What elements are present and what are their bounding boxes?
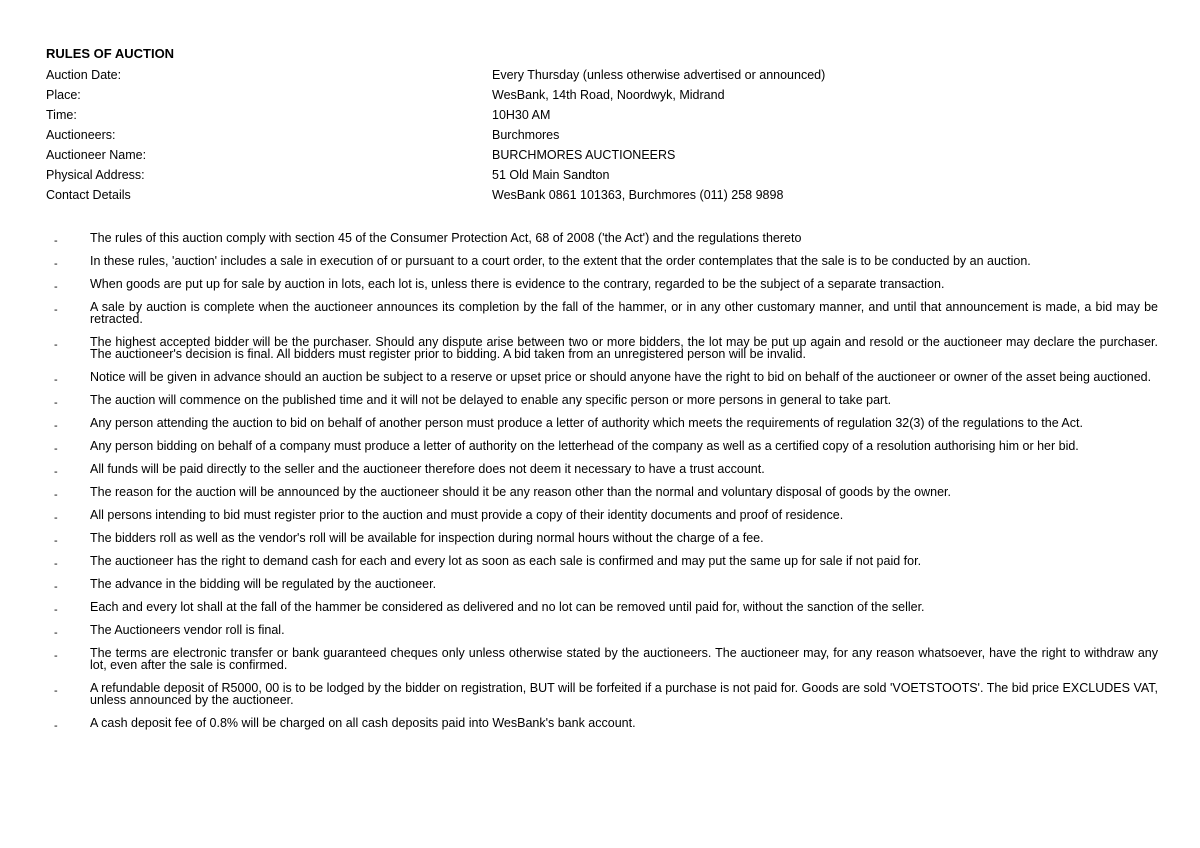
- rule-text: A refundable deposit of R5000, 00 is to be lodged by the bidder on registration, BUT will be forfeited if a purchase is not paid for. Goods are sold 'VOETSTOOTS'. The bid price EXCLUDES VAT, unless announced by the auctioneer.: [90, 681, 1158, 707]
- info-row-auctioneer-name: [46, 146, 1156, 166]
- rule-text: The bidders roll as well as the vendor's roll will be available for inspection during normal hours without the charge of a fee.: [90, 531, 764, 545]
- bullet-dash: -: [54, 397, 58, 409]
- rule-item: [46, 301, 1158, 325]
- rule-item: [46, 623, 1158, 639]
- rule-item: [46, 647, 1158, 671]
- bullet-dash: -: [54, 304, 58, 316]
- rule-text: The auction will commence on the published time and it will not be delayed to enable any specific person or more persons in general to take part.: [90, 393, 892, 407]
- bullet-dash: -: [54, 258, 58, 270]
- info-value: WesBank 0861 101363, Burchmores (011) 258 9898: [492, 188, 784, 202]
- bullet-dash: -: [54, 374, 58, 386]
- info-row-auctioneers: [46, 126, 1156, 146]
- rule-item: [46, 508, 1158, 524]
- bullet-dash: -: [54, 720, 58, 732]
- rule-item: [46, 600, 1158, 616]
- rule-item: [46, 393, 1158, 409]
- rule-text: A cash deposit fee of 0.8% will be charged on all cash deposits paid into WesBank's bank account.: [90, 716, 636, 730]
- rule-item: [46, 277, 1158, 293]
- rule-item: [46, 577, 1158, 593]
- rule-text: All persons intending to bid must register prior to the auction and must provide a copy of their identity documents and proof of residence.: [90, 508, 844, 522]
- bullet-dash: -: [54, 235, 58, 247]
- bullet-dash: -: [54, 627, 58, 639]
- info-label: Physical Address:: [46, 168, 145, 182]
- info-value: 51 Old Main Sandton: [492, 168, 610, 182]
- rule-text: The highest accepted bidder will be the purchaser. Should any dispute arise between two or more bidders, the lot may be put up again and resold or the auctioneer may declare the purchaser. The auctioneer's decision is final. All bidders must register prior to bidding. A bid taken from an unregistered person will be invalid.: [90, 335, 1158, 361]
- bullet-dash: -: [54, 420, 58, 432]
- rule-text: In these rules, 'auction' includes a sale in execution of or pursuant to a court order, to the extent that the order contemplates that the sale is to be conducted by an auction.: [90, 254, 1031, 268]
- rule-text: Any person bidding on behalf of a company must produce a letter of authority on the letterhead of the company as well as a certified copy of a resolution authorising him or her bid.: [90, 439, 1079, 453]
- bullet-dash: -: [54, 581, 58, 593]
- rule-item: [46, 716, 1158, 732]
- rule-item: [46, 231, 1158, 247]
- info-label: Auctioneer Name:: [46, 148, 147, 162]
- document-title: RULES OF AUCTION: [46, 46, 175, 61]
- rule-text: The auctioneer has the right to demand cash for each and every lot as soon as each sale is confirmed and may put the same up for sale if not paid for.: [90, 554, 922, 568]
- rule-item: [46, 462, 1158, 478]
- bullet-dash: -: [54, 685, 58, 697]
- rule-item: [46, 554, 1158, 570]
- info-value: BURCHMORES AUCTIONEERS: [492, 148, 676, 162]
- bullet-dash: -: [54, 281, 58, 293]
- bullet-dash: -: [54, 604, 58, 616]
- info-label: Place:: [46, 88, 81, 102]
- bullet-dash: -: [54, 650, 58, 662]
- bullet-dash: -: [54, 466, 58, 478]
- info-label: Auctioneers:: [46, 128, 116, 142]
- rule-item: [46, 416, 1158, 432]
- rule-item: [46, 439, 1158, 455]
- info-row-physical-address: [46, 166, 1156, 186]
- info-row-contact-details: [46, 186, 1156, 206]
- info-row-auction-date: [46, 66, 1156, 86]
- rule-item: [46, 531, 1158, 547]
- info-label: Contact Details: [46, 188, 131, 202]
- rule-item: [46, 370, 1158, 386]
- info-row-place: [46, 86, 1156, 106]
- rule-text: Notice will be given in advance should an auction be subject to a reserve or upset price or should anyone have the right to bid on behalf of the auctioneer or owner of the asset being auctioned.: [90, 370, 1152, 384]
- info-label: Time:: [46, 108, 77, 122]
- auction-info-table: [46, 66, 1156, 206]
- bullet-dash: -: [54, 443, 58, 455]
- info-row-time: [46, 106, 1156, 126]
- rule-text: When goods are put up for sale by auction in lots, each lot is, unless there is evidence to the contrary, regarded to be the subject of a separate transaction.: [90, 277, 945, 291]
- info-value: Burchmores: [492, 128, 560, 142]
- rule-item: [46, 682, 1158, 706]
- rule-text: A sale by auction is complete when the auctioneer announces its completion by the fall of the hammer, or in any other customary manner, and until that announcement is made, a bid may be retracted.: [90, 300, 1158, 326]
- rule-text: The rules of this auction comply with section 45 of the Consumer Protection Act, 68 of 2008 ('the Act') and the regulations thereto: [90, 231, 802, 245]
- rule-text: All funds will be paid directly to the seller and the auctioneer therefore does not deem it necessary to have a trust account.: [90, 462, 765, 476]
- info-value: WesBank, 14th Road, Noordwyk, Midrand: [492, 88, 725, 102]
- bullet-dash: -: [54, 339, 58, 351]
- bullet-dash: -: [54, 512, 58, 524]
- bullet-dash: -: [54, 489, 58, 501]
- rules-list: [46, 232, 1158, 740]
- rule-item: [46, 254, 1158, 270]
- rule-text: Each and every lot shall at the fall of the hammer be considered as delivered and no lot can be removed until paid for, without the sanction of the seller.: [90, 600, 925, 614]
- bullet-dash: -: [54, 558, 58, 570]
- rule-text: The advance in the bidding will be regulated by the auctioneer.: [90, 577, 437, 591]
- rule-item: [46, 485, 1158, 501]
- info-value: Every Thursday (unless otherwise advertised or announced): [492, 68, 826, 82]
- rule-text: The Auctioneers vendor roll is final.: [90, 623, 285, 637]
- rule-text: Any person attending the auction to bid on behalf of another person must produce a letter of authority which meets the requirements of regulation 32(3) of the regulations to the Act.: [90, 416, 1083, 430]
- rule-text: The reason for the auction will be announced by the auctioneer should it be any reason other than the normal and voluntary disposal of goods by the owner.: [90, 485, 951, 499]
- info-label: Auction Date:: [46, 68, 122, 82]
- info-value: 10H30 AM: [492, 108, 551, 122]
- bullet-dash: -: [54, 535, 58, 547]
- rule-text: The terms are electronic transfer or bank guaranteed cheques only unless otherwise stated by the auctioneers. The auctioneer may, for any reason whatsoever, have the right to withdraw any lot, even after the sale is confirmed.: [90, 646, 1158, 672]
- rule-item: [46, 336, 1158, 360]
